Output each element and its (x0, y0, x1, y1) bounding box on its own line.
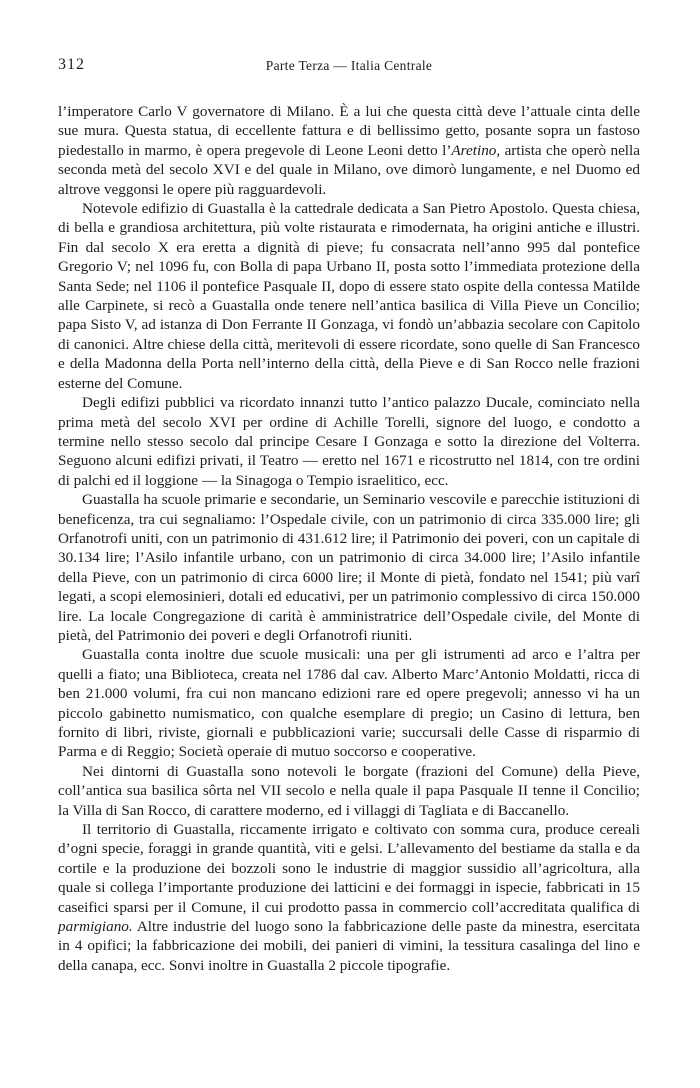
running-title: Parte Terza — Italia Centrale (265, 58, 433, 73)
paragraph-text: Notevole edifizio di Guastalla è la cattedrale dedicata a San Pietro Apostolo. Questa chiesa, di bella e grandiosa architettura, più volte ristaurata e rimodernata, ha origini antiche e illustri. Fin dal secolo X era eretta a dignità di pieve; fu consacrata nell’anno 995 dal pontefice Gregorio V; nel 1096 fu, con Bolla di papa Urbano II, posta sotto l’immediata protezione della Santa Sede; nel 1106 il pontefice Pasquale II, dopo di essere stato ospite della contessa Matilde alle Carpinete, si recò a Guastalla onde tenere nell’antica basilica di Villa Pieve un Concilio; papa Sisto V, ad istanza di Don Ferrante II Gonzaga, vi fondò un’abbazia secolare con Capitolo di canonici. Altre chiese della città, meritevoli di essere ricordate, sono quelle di San Francesco e della Madonna della Porta nell’interno della città, della Pieve e di San Rocco nelle frazioni esterne del Comune. (58, 200, 640, 392)
paragraph-6 (58, 762, 640, 820)
paragraph-2 (58, 199, 640, 393)
running-head (58, 52, 640, 78)
paragraph-text: Guastalla ha scuole primarie e secondarie, un Seminario vescovile e parecchie istituzioni di beneficenza, tra cui segnaliamo: l’Ospedale civile, con un patrimonio di circa 335.000 lire; gli Orfanotrofi uniti, con un patrimonio di 431.612 lire; il Patrimonio dei poveri, con un capitale di 30.134 lire; l’Asilo infantile urbano, con un patrimonio di circa 34.000 lire; l’Asilo infantile della Pieve, con un patrimonio di circa 6000 lire; il Monte di pietà, fondato nel 1541; più varî legati, a scopi elemosinieri, dotali ed educativi, per un patrimonio complessivo di circa 150.000 lire. La locale Congregazione di carità è amministratrice dell’Ospedale civile, del Monte di pietà, del Patrimonio dei poveri e degli Orfanotrofi riuniti. (58, 491, 640, 644)
page-number: 312 (58, 56, 85, 73)
paragraph-text: Degli edifizi pubblici va ricordato innanzi tutto l’antico palazzo Ducale, cominciato nella prima metà del secolo XVI per ordine di Achille Torelli, signore del luogo, e condotto a termine nello stesso secolo dal principe Cesare I Gonzaga e sotto la direzione del Volterra. Seguono alcuni edifizi privati, il Teatro — eretto nel 1671 e ricostrutto nel 1814, con tre ordini di palchi ed il loggione — la Sinagoga o Tempio israelitico, ecc. (58, 394, 640, 489)
paragraph-text: Guastalla conta inoltre due scuole musicali: una per gli istrumenti ad arco e l’altra per quelli a fiato; una Biblioteca, creata nel 1786 dal cav. Alberto Marc’Antonio Moldatti, ricca di ben 21.000 volumi, fra cui non mancano edizioni rare ed opere pregevoli; annesso vi ha un piccolo gabinetto numismatico, con qualche esemplare di pregio; un Casino di lettura, ben fornito di libri, riviste, giornali e pubblicazioni varie; succursali delle Casse di risparmio di Parma e di Reggio; Società operaie di mutuo soccorso e cooperative. (58, 646, 640, 761)
italic-text: parmigiano. (58, 918, 133, 936)
paragraph-4 (58, 490, 640, 645)
paragraph-text: artista che operò nella seconda metà del secolo XVI e del quale in Milano, ove dimorò lungamente, e nel Duomo ed altrove veggonsi le opere più ragguardevoli. (58, 141, 640, 198)
paragraph-7 (58, 820, 640, 975)
paragraph-3 (58, 393, 640, 490)
body-text (58, 102, 640, 975)
paragraph-text: Il territorio di Guastalla, riccamente irrigato e coltivato con somma cura, produce cereali d’ogni specie, foraggi in grande quantità, viti e gelsi. L’allevamento del bestiame da stalla e da cortile e la produzione dei bozzoli sono le industrie di maggior sussidio all’agricoltura, alla quale si collega l’importante produzione dei latticini e dei formaggi in ispecie, fabbricati in 15 caseifici sparsi per il Comune, il cui prodotto passa in commercio coll’accreditata qualifica di (58, 821, 640, 916)
paragraph-5 (58, 645, 640, 761)
paragraph-text: Altre industrie del luogo sono la fabbricazione delle paste da minestra, esercitata in 4 opifici; la fabbricazione dei mobili, dei panieri di vimini, la tessitura casalinga del lino e della canapa, ecc. Sonvi inoltre in Guastalla 2 piccole tipografie. (58, 918, 640, 974)
paragraph-text: Nei dintorni di Guastalla sono notevoli le borgate (frazioni del Comune) della Pieve, coll’antica sua basilica sôrta nel VII secolo e nella quale il papa Pasquale II tenne il Concilio; la Villa di San Rocco, di carattere moderno, ed i villaggi di Tagliata e di Baccanello. (58, 762, 640, 819)
paragraph-text: l’imperatore Carlo V governatore di Milano. È a lui che questa città deve l’attuale cinta delle sue mura. Questa statua, di eccellente fattura e di bellissimo getto, posante sopra un fastoso piedestallo in marmo, è opera pregevole di Leone Leoni detto l’ (58, 103, 640, 159)
italic-text: Aretino, (451, 141, 501, 159)
paragraph-1 (58, 102, 640, 199)
